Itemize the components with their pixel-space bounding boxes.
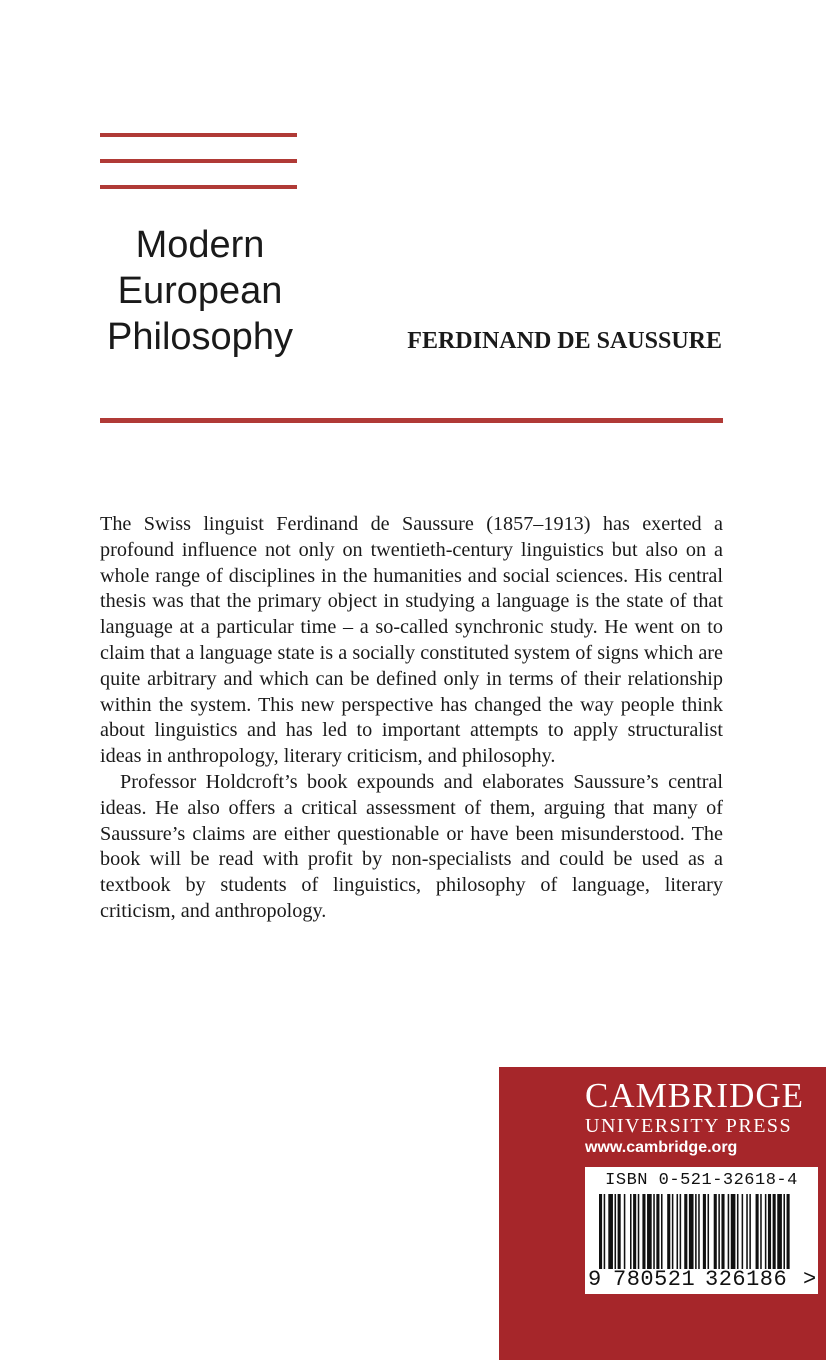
isbn-label: ISBN 0-521-32618-4 bbox=[605, 1171, 798, 1190]
barcode-bar bbox=[698, 1194, 700, 1269]
barcode-bar bbox=[760, 1194, 762, 1269]
blurb-paragraph: The Swiss linguist Ferdinand de Saussure (1857–1913) has exerted a profound influence not only on twentieth-century linguistics but also on a whole range of disciplines in the humanities and social sciences. His central thesis was that the primary object in studying a language is the state of that language at a particular time – a so-called synchronic study. He went on to claim that a language state is a socially constituted system of signs which are quite arbitrary and which can be defined only in terms of their relationship within the system. This new perspective has changed the way people think about linguistics and has led to important attempts to apply structuralist ideas in anthropology, literary criticism, and philosophy. bbox=[100, 513, 723, 768]
decorative-rule-top-1 bbox=[100, 133, 297, 137]
book-blurb bbox=[100, 512, 723, 925]
barcode-bar bbox=[647, 1194, 652, 1269]
barcode-bar bbox=[661, 1194, 663, 1269]
barcode-bar bbox=[703, 1194, 706, 1269]
decorative-rule-divider bbox=[100, 418, 723, 423]
series-title bbox=[100, 222, 300, 360]
barcode-bar bbox=[773, 1194, 776, 1269]
barcode-panel bbox=[585, 1167, 818, 1294]
barcode-bar bbox=[783, 1194, 785, 1269]
barcode-bar bbox=[656, 1194, 659, 1269]
barcode-bar bbox=[667, 1194, 670, 1269]
series-title-line: European bbox=[117, 270, 283, 312]
barcode-bar bbox=[689, 1194, 694, 1269]
decorative-rule-top-3 bbox=[100, 185, 297, 189]
barcode-bar bbox=[638, 1194, 640, 1269]
barcode-bar bbox=[680, 1194, 682, 1269]
barcode-bar bbox=[630, 1194, 632, 1269]
series-title-line: Modern bbox=[135, 224, 265, 266]
series-title-line: Philosophy bbox=[107, 316, 293, 358]
barcode-bar bbox=[718, 1194, 720, 1269]
barcode-bar bbox=[615, 1194, 617, 1269]
barcode-bar bbox=[721, 1194, 724, 1269]
blurb-paragraph: Professor Holdcroft’s book expounds and elaborates Saussure’s central ideas. He also offers a critical assessment of them, arguing that many of Saussure’s claims are either questionable or have been misunderstood. The book will be read with profit by non-specialists and could be used as a textbook by students of linguistics, philosophy of language, literary criticism, and anthropology. bbox=[100, 770, 723, 922]
barcode-bar bbox=[765, 1194, 767, 1269]
barcode-bar bbox=[677, 1194, 679, 1269]
barcode-bar bbox=[746, 1194, 748, 1269]
barcode-icon bbox=[599, 1194, 804, 1269]
barcode-bar bbox=[756, 1194, 759, 1269]
publisher-name: CAMBRIDGE bbox=[585, 1076, 805, 1115]
barcode-bar bbox=[695, 1194, 697, 1269]
barcode-bar bbox=[599, 1194, 602, 1269]
barcode-bar bbox=[672, 1194, 674, 1269]
barcode-bar bbox=[737, 1194, 739, 1269]
barcode-bar bbox=[728, 1194, 730, 1269]
publisher-subtitle: UNIVERSITY PRESS bbox=[585, 1115, 793, 1137]
barcode-bar bbox=[653, 1194, 655, 1269]
ean-lead-digit: 9 bbox=[588, 1267, 602, 1292]
barcode-bar bbox=[787, 1194, 790, 1269]
author-name: FERDINAND DE SAUSSURE bbox=[407, 328, 722, 354]
barcode-bar bbox=[749, 1194, 751, 1269]
barcode-bar bbox=[742, 1194, 744, 1269]
ean-arrow: > bbox=[803, 1267, 817, 1292]
barcode-bar bbox=[777, 1194, 782, 1269]
publisher-block bbox=[499, 1067, 826, 1360]
barcode-bar bbox=[714, 1194, 717, 1269]
barcode-bar bbox=[684, 1194, 687, 1269]
publisher-url: www.cambridge.org bbox=[585, 1139, 738, 1156]
ean-group-left: 780521 bbox=[613, 1267, 696, 1292]
barcode-bar bbox=[633, 1194, 636, 1269]
barcode-bar bbox=[604, 1194, 606, 1269]
barcode-bar bbox=[708, 1194, 710, 1269]
barcode-bar bbox=[608, 1194, 613, 1269]
barcode-bar bbox=[731, 1194, 736, 1269]
ean-group-right: 326186 bbox=[705, 1267, 788, 1292]
decorative-rule-top-2 bbox=[100, 159, 297, 163]
barcode-bar bbox=[642, 1194, 645, 1269]
barcode-bar bbox=[618, 1194, 621, 1269]
ean-digits bbox=[585, 1267, 818, 1293]
barcode-bar bbox=[768, 1194, 771, 1269]
barcode-bar bbox=[624, 1194, 626, 1269]
